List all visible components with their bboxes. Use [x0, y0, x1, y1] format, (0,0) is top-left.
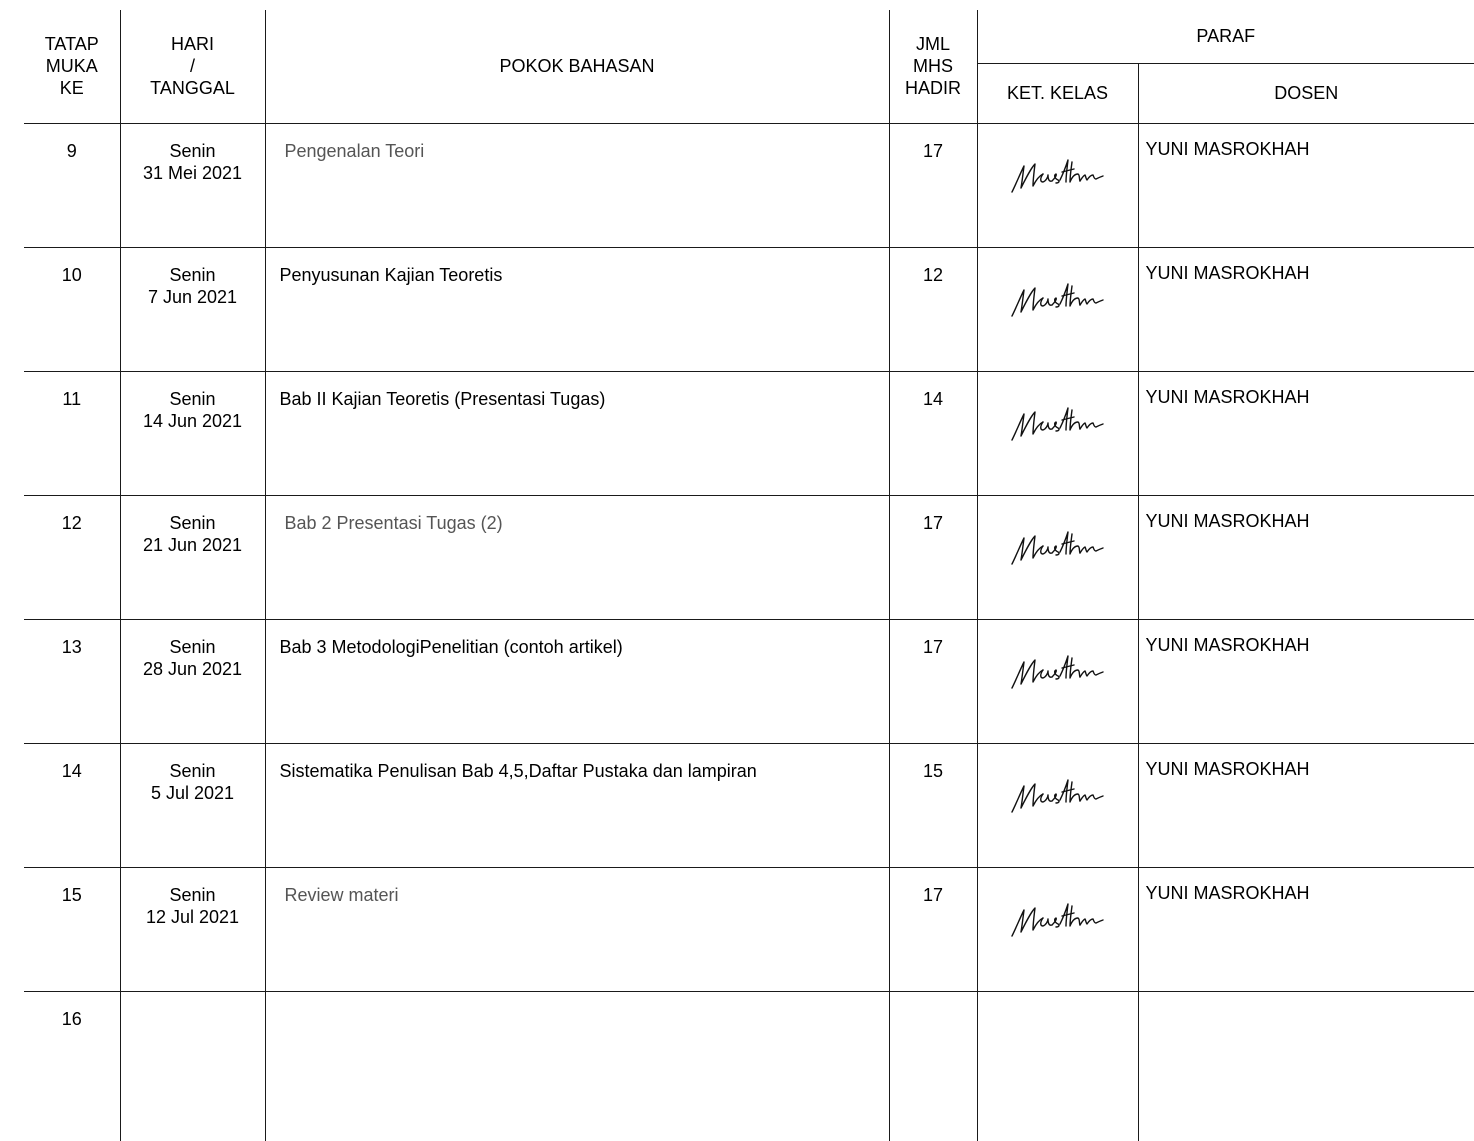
- topic-cell: [265, 495, 889, 619]
- attendance-count: 12: [889, 247, 977, 371]
- topic-cell: [265, 247, 889, 371]
- signature-icon: [978, 898, 1138, 940]
- attendance-count: 17: [889, 619, 977, 743]
- meeting-day: Senin: [169, 636, 216, 657]
- meeting-day: Senin: [169, 512, 216, 533]
- meeting-date-value: 31 Mei 2021: [142, 162, 243, 183]
- class-rep-signature: [977, 619, 1138, 743]
- topic-cell: [265, 619, 889, 743]
- topic-text: Bab 3 MetodologiPenelitian (contoh artikel): [279, 636, 623, 657]
- meeting-number: 13: [24, 619, 120, 743]
- class-rep-signature: [977, 867, 1138, 991]
- meeting-day: Senin: [169, 388, 216, 409]
- header-tatap-line-2: MUKA: [45, 56, 98, 77]
- table-row: [24, 991, 1474, 1141]
- meeting-date-value: 21 Jun 2021: [142, 534, 243, 555]
- header-jml-line-3: HADIR: [904, 78, 961, 99]
- lecturer-name: YUNI MASROKHAH: [1138, 619, 1474, 743]
- meeting-number: 9: [24, 123, 120, 247]
- header-ket-kelas: KET. KELAS: [977, 63, 1138, 123]
- meeting-day: Senin: [169, 140, 216, 161]
- lecturer-name: YUNI MASROKHAH: [1138, 371, 1474, 495]
- class-rep-signature: [977, 247, 1138, 371]
- topic-cell: [265, 743, 889, 867]
- meeting-number: 16: [24, 991, 120, 1141]
- attendance-count: 15: [889, 743, 977, 867]
- signature-icon: [978, 650, 1138, 692]
- topic-cell: [265, 123, 889, 247]
- header-jml-line-1: JML: [915, 34, 950, 55]
- table-row: [24, 867, 1474, 991]
- header-jml-line-2: MHS: [913, 56, 953, 77]
- signature-icon: [978, 774, 1138, 816]
- meeting-number: 11: [24, 371, 120, 495]
- table-header-row: [24, 10, 1474, 63]
- meeting-number: 10: [24, 247, 120, 371]
- header-hari-line-1: HARI: [170, 34, 214, 55]
- meeting-date-value: 12 Jul 2021: [145, 906, 240, 927]
- lecture-journal-table: [24, 10, 1474, 1141]
- header-paraf: PARAF: [977, 10, 1474, 63]
- attendance-count: 17: [889, 867, 977, 991]
- topic-text: Bab II Kajian Teoretis (Presentasi Tugas): [279, 388, 606, 409]
- meeting-date: [120, 743, 265, 867]
- header-dosen: DOSEN: [1138, 63, 1474, 123]
- meeting-date: [120, 619, 265, 743]
- topic-text: Penyusunan Kajian Teoretis: [279, 264, 503, 285]
- topic-cell: [265, 371, 889, 495]
- header-pokok-bahasan: POKOK BAHASAN: [265, 10, 889, 123]
- table-row: [24, 371, 1474, 495]
- header-jml-mhs-hadir: [889, 10, 977, 123]
- class-rep-signature: [977, 495, 1138, 619]
- lecturer-name: YUNI MASROKHAH: [1138, 495, 1474, 619]
- topic-text: Review materi: [284, 884, 399, 905]
- lecturer-name: YUNI MASROKHAH: [1138, 247, 1474, 371]
- meeting-number: 12: [24, 495, 120, 619]
- table-row: [24, 619, 1474, 743]
- header-tatap-line-1: TATAP: [44, 34, 99, 55]
- class-rep-signature: [977, 123, 1138, 247]
- meeting-date: [120, 867, 265, 991]
- meeting-day: Senin: [169, 884, 216, 905]
- attendance-count: [889, 991, 977, 1141]
- attendance-count: 17: [889, 123, 977, 247]
- signature-icon: [978, 154, 1138, 196]
- meeting-number: 15: [24, 867, 120, 991]
- class-rep-signature: [977, 371, 1138, 495]
- lecturer-name: [1138, 991, 1474, 1141]
- meeting-day: Senin: [169, 760, 216, 781]
- table-row: [24, 247, 1474, 371]
- signature-icon: [978, 526, 1138, 568]
- meeting-date: [120, 991, 265, 1141]
- meeting-date: [120, 247, 265, 371]
- topic-text: Pengenalan Teori: [284, 140, 425, 161]
- topic-cell: [265, 867, 889, 991]
- signature-icon: [978, 278, 1138, 320]
- attendance-count: 17: [889, 495, 977, 619]
- lecturer-name: YUNI MASROKHAH: [1138, 123, 1474, 247]
- topic-text: Bab 2 Presentasi Tugas (2): [284, 512, 503, 533]
- header-tatap-muka: [24, 10, 120, 123]
- class-rep-signature: [977, 743, 1138, 867]
- table-row: [24, 123, 1474, 247]
- table-row: [24, 495, 1474, 619]
- meeting-date-value: 5 Jul 2021: [150, 782, 235, 803]
- lecturer-name: YUNI MASROKHAH: [1138, 743, 1474, 867]
- meeting-date-value: 28 Jun 2021: [142, 658, 243, 679]
- attendance-count: 14: [889, 371, 977, 495]
- header-tatap-line-3: KE: [59, 78, 84, 99]
- meeting-date: [120, 371, 265, 495]
- meeting-number: 14: [24, 743, 120, 867]
- header-hari-line-3: TANGGAL: [150, 78, 235, 99]
- signature-icon: [978, 402, 1138, 444]
- lecturer-name: YUNI MASROKHAH: [1138, 867, 1474, 991]
- meeting-date-value: 7 Jun 2021: [147, 286, 238, 307]
- meeting-date-value: 14 Jun 2021: [142, 410, 243, 431]
- meeting-day: Senin: [169, 264, 216, 285]
- meeting-date: [120, 123, 265, 247]
- header-hari-line-2: /: [189, 56, 195, 77]
- meeting-date: [120, 495, 265, 619]
- topic-text: Sistematika Penulisan Bab 4,5,Daftar Pustaka dan lampiran: [279, 760, 757, 781]
- topic-cell: [265, 991, 889, 1141]
- table-row: [24, 743, 1474, 867]
- class-rep-signature: [977, 991, 1138, 1141]
- header-hari-tanggal: [120, 10, 265, 123]
